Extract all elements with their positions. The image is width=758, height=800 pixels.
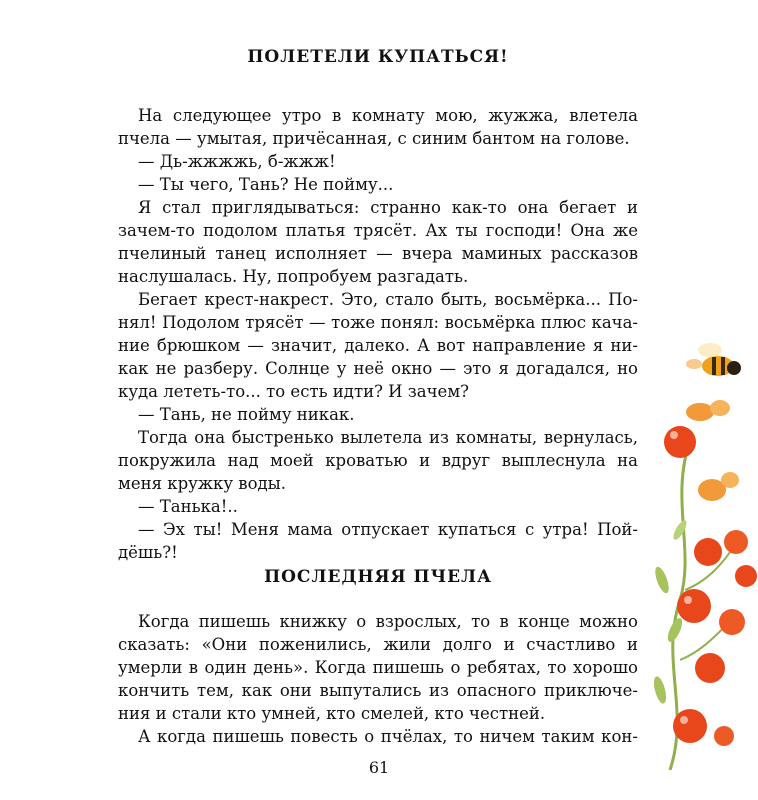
- text-line: Бегает крест-накрест. Это, стало быть, восьмёрка... По-: [138, 290, 638, 309]
- text-line: сказать: «Они поженились, жили долго и счастливо и: [118, 635, 638, 654]
- text-line: дёшь?!: [118, 543, 178, 562]
- text-line: зачем-то подолом платья трясёт. Ах ты господи! Она же: [118, 221, 638, 240]
- text-line: ние брюшком — значит, далеко. А вот направление я ни-: [118, 336, 638, 355]
- text-line: Я стал приглядываться: странно как-то она бегает и: [138, 198, 638, 217]
- text-line: — Дь-жжжжь, б-жжж!: [138, 152, 336, 171]
- text-line: куда лететь-то... то есть идти? И зачем?: [118, 382, 469, 401]
- text-line: — Тань, не пойму никак.: [138, 405, 355, 424]
- section-body-2: [118, 610, 638, 748]
- section-body-1: [118, 104, 638, 564]
- bee-icon: [686, 343, 741, 376]
- page-number: 61: [368, 758, 390, 777]
- text-line: пчелиный танец исполняет — вчера маминых рассказов: [118, 244, 638, 263]
- text-line: ния и стали кто умней, кто смелей, кто честней.: [118, 704, 546, 723]
- text-line: — Эх ты! Меня мама отпускает купаться с утра! Пой-: [138, 520, 638, 539]
- text-line: — Танька!..: [138, 497, 238, 516]
- text-line: умерли в один день». Когда пишешь о ребятах, то хорошо: [118, 658, 638, 677]
- text-line: наслушалась. Ну, попробуем разгадать.: [118, 267, 469, 286]
- berry-branch-illustration: [650, 330, 758, 770]
- section-title-1: ПОЛЕТЕЛИ КУПАТЬСЯ!: [247, 47, 509, 67]
- section-title-2: ПОСЛЕДНЯЯ ПЧЕЛА: [264, 567, 492, 587]
- text-line: На следующее утро в комнату мою, жужжа, влетела: [138, 106, 638, 125]
- text-line: А когда пишешь повесть о пчёлах, то ничем таким кон-: [138, 727, 638, 746]
- text-line: Когда пишешь книжку о взрослых, то в конце можно: [138, 612, 638, 631]
- flower-icon: [686, 400, 739, 501]
- text-line: как не разберу. Солнце у неё окно — это я догадался, но: [118, 359, 638, 378]
- berries-icon: [664, 426, 757, 746]
- text-line: Тогда она быстренько вылетела из комнаты, вернулась,: [138, 428, 638, 447]
- text-line: покружила над моей кроватью и вдруг выплеснула на: [118, 451, 638, 470]
- text-line: кончить тем, как они выпутались из опасного приключе-: [118, 681, 638, 700]
- text-line: меня кружку воды.: [118, 474, 287, 493]
- text-line: пчела — умытая, причёсанная, с синим бантом на голове.: [118, 129, 630, 148]
- text-line: нял! Подолом трясёт — тоже понял: восьмёрка плюс кача-: [118, 313, 638, 332]
- text-line: — Ты чего, Тань? Не пойму...: [138, 175, 394, 194]
